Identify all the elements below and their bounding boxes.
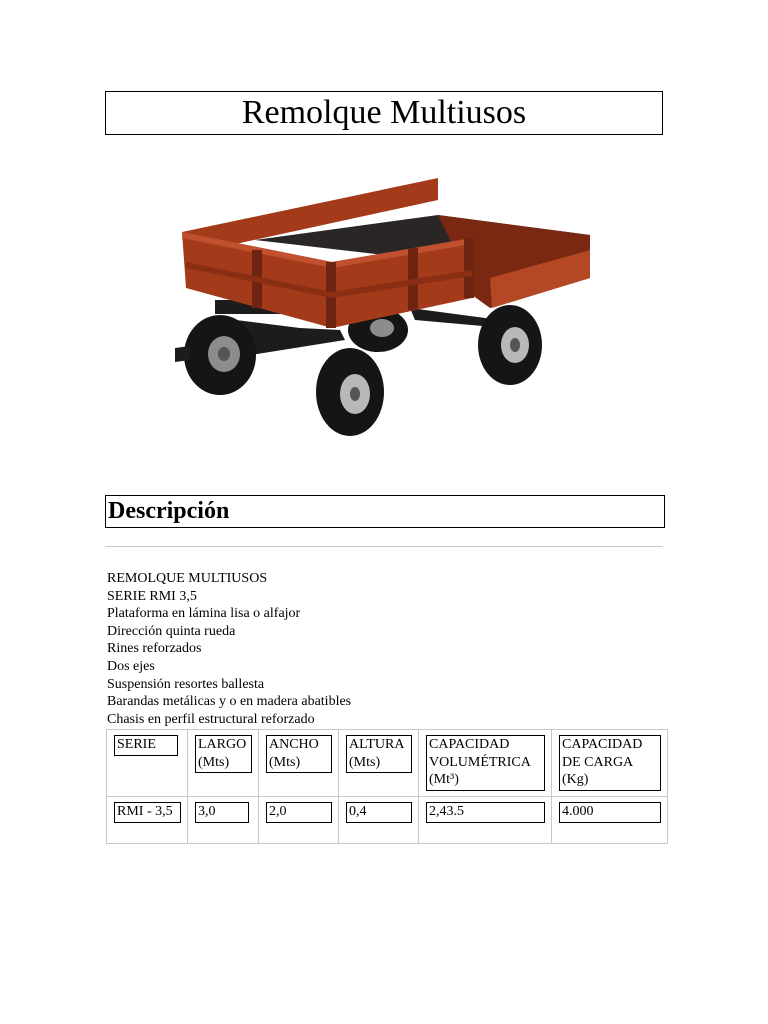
tow-bar (175, 346, 190, 362)
description-heading: Descripción (105, 495, 665, 528)
table-row (107, 797, 668, 844)
description-line: Rines reforzados (107, 641, 202, 657)
rear-right-wheel (478, 305, 542, 385)
header-label: CAPACIDAD VOLUMÉTRICA (Mt³) (426, 735, 545, 791)
description-line: Barandas metálicas y o en madera abatibles (107, 694, 352, 710)
cell-value: 3,0 (195, 802, 249, 823)
cell-value: 0,4 (346, 802, 412, 823)
description-list (107, 570, 351, 728)
header-cell (259, 730, 339, 797)
table-cell (339, 797, 419, 844)
cell-value: RMI - 3,5 (114, 802, 181, 823)
cell-value: 4.000 (559, 802, 661, 823)
table-cell (188, 797, 259, 844)
cell-value: 2,0 (266, 802, 332, 823)
cell-value: 2,43.5 (426, 802, 545, 823)
header-cell (188, 730, 259, 797)
description-line: Dirección quinta rueda (107, 623, 236, 639)
header-label: CAPACIDAD DE CARGA (Kg) (559, 735, 661, 791)
divider (105, 546, 663, 547)
description-line: SERIE RMI 3,5 (107, 588, 197, 604)
front-left-wheel (184, 315, 256, 395)
table-header-row (107, 730, 668, 797)
description-line: Chasis en perfil estructural reforzado (107, 711, 315, 727)
header-label: LARGO (Mts) (195, 735, 252, 773)
table-cell (107, 797, 188, 844)
header-cell (107, 730, 188, 797)
table-cell (419, 797, 552, 844)
header-label: SERIE (114, 735, 178, 756)
description-line: REMOLQUE MULTIUSOS (107, 571, 268, 586)
description-line: Dos ejes (107, 658, 155, 674)
header-cell (552, 730, 668, 797)
trailer-image (160, 160, 610, 460)
header-label: ANCHO (Mts) (266, 735, 332, 773)
description-line: Plataforma en lámina lisa o alfajor (107, 606, 301, 622)
spec-table (106, 729, 668, 844)
description-line: Suspensión resortes ballesta (107, 676, 265, 692)
page-title: Remolque Multiusos (105, 91, 663, 135)
table-cell (259, 797, 339, 844)
front-right-wheel (316, 348, 384, 436)
table-cell (552, 797, 668, 844)
header-cell (339, 730, 419, 797)
header-label: ALTURA (Mts) (346, 735, 412, 773)
header-cell (419, 730, 552, 797)
